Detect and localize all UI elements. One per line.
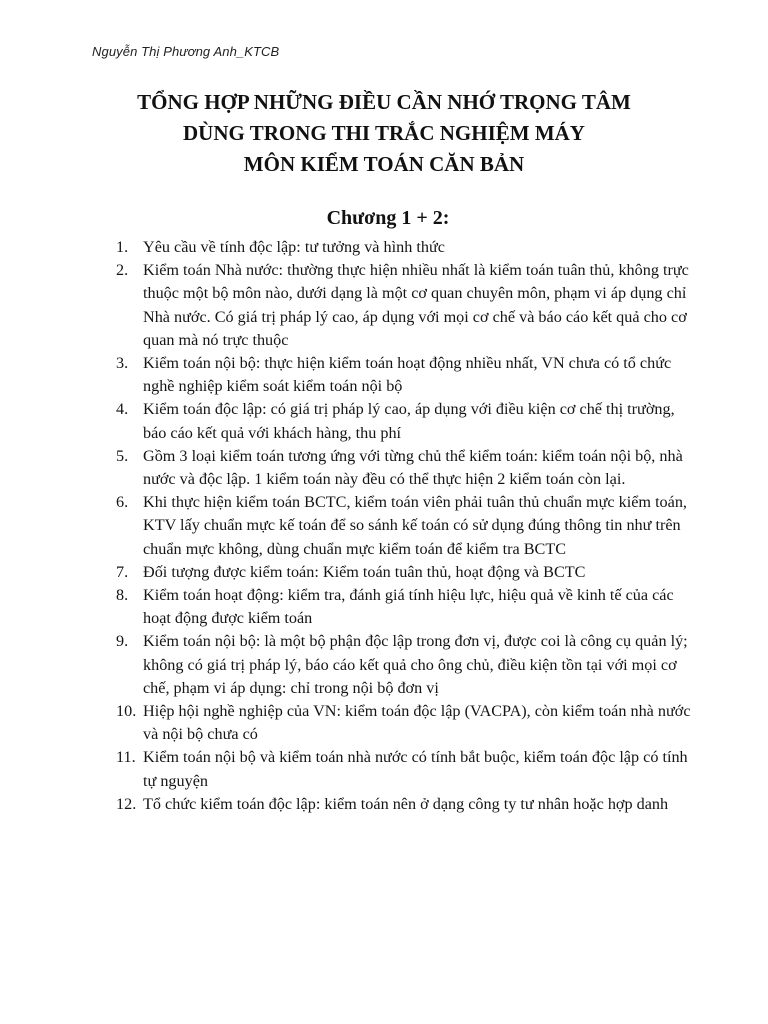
list-item xyxy=(116,746,696,792)
item-text: Kiểm toán nội bộ và kiểm toán nhà nước có tính bắt buộc, kiểm toán độc lập có tính tự nguyện xyxy=(143,748,688,790)
item-text: Kiểm toán Nhà nước: thường thực hiện nhiều nhất là kiểm toán tuân thủ, không trực thuộc một bộ môn nào, dưới dạng là một cơ quan chuyên môn, phạm vi áp dụng chỉ Nhà nước. Có giá trị pháp lý cao, áp dụng với mọi cơ chế và báo cáo kết quả cho cơ quan mà nó trực thuộc xyxy=(143,261,689,349)
title-line: TỔNG HỢP NHỮNG ĐIỀU CẦN NHỚ TRỌNG TÂM xyxy=(137,90,631,114)
item-text: Hiệp hội nghề nghiệp của VN: kiểm toán độc lập (VACPA), còn kiểm toán nhà nước và nội bộ chưa có xyxy=(143,702,691,744)
item-text: Khi thực hiện kiểm toán BCTC, kiểm toán viên phải tuân thủ chuẩn mực kiểm toán, KTV lấy chuẩn mực kế toán để so sánh kế toán có sử dụng đúng thông tin như trên chuẩn mực không, dùng chuẩn mực kiểm toán để kiểm tra BCTC xyxy=(143,493,687,558)
list-item xyxy=(116,236,696,259)
item-number: 8. xyxy=(116,586,129,605)
item-text: Yêu cầu về tính độc lập: tư tưởng và hình thức xyxy=(143,238,445,256)
list-item xyxy=(116,561,696,584)
item-number: 3. xyxy=(116,354,129,373)
title-line: MÔN KIỂM TOÁN CĂN BẢN xyxy=(243,152,525,176)
item-text: Tổ chức kiểm toán độc lập: kiểm toán nên ở dạng công ty tư nhân hoặc hợp danh xyxy=(143,794,669,813)
item-number: 12. xyxy=(116,794,137,813)
author-header: Nguyễn Thị Phương Anh_KTCB xyxy=(92,44,280,59)
item-text: Kiểm toán nội bộ: là một bộ phận độc lập trong đơn vị, được coi là công cụ quản lý; không có giá trị pháp lý, báo cáo kết quả cho ông chủ, điều kiện tồn tại với mọi cơ chế, phạm vi áp dụng: chỉ trong nội bộ đơn vị xyxy=(143,632,688,697)
item-number: 4. xyxy=(116,400,129,419)
item-number: 7. xyxy=(116,562,129,581)
list-item xyxy=(116,793,696,816)
item-number: 11. xyxy=(116,748,136,767)
item-number: 1. xyxy=(116,238,129,256)
list-item xyxy=(116,584,696,630)
notes-list xyxy=(116,236,696,816)
item-number: 6. xyxy=(116,493,129,512)
item-text: Gồm 3 loại kiểm toán tương ứng với từng chủ thể kiểm toán: kiểm toán nội bộ, nhà nước và độc lập. 1 kiểm toán này đều có thể thực hiện 2 kiểm toán còn lại. xyxy=(143,446,683,489)
item-number: 10. xyxy=(116,702,137,721)
item-number: 9. xyxy=(116,632,129,651)
list-item xyxy=(116,398,696,444)
title-line: DÙNG TRONG THI TRẮC NGHIỆM MÁY xyxy=(183,121,585,145)
document-title xyxy=(0,87,768,180)
item-number: 2. xyxy=(116,261,129,280)
list-item xyxy=(116,445,696,491)
list-item xyxy=(116,700,696,746)
list-item xyxy=(116,259,696,352)
item-text: Kiểm toán hoạt động: kiểm tra, đánh giá tính hiệu lực, hiệu quả về kinh tế của các hoạt động được kiểm toán xyxy=(143,586,674,628)
chapter-heading: Chương 1 + 2: xyxy=(326,207,450,229)
item-text: Đối tượng được kiểm toán: Kiểm toán tuân thủ, hoạt động và BCTC xyxy=(143,562,586,581)
list-item xyxy=(116,630,696,700)
item-number: 5. xyxy=(116,446,129,465)
item-text: Kiểm toán độc lập: có giá trị pháp lý cao, áp dụng với điều kiện cơ chế thị trường, báo cáo kết quả với khách hàng, thu phí xyxy=(143,400,675,442)
list-item xyxy=(116,491,696,561)
list-item xyxy=(116,352,696,398)
item-text: Kiểm toán nội bộ: thực hiện kiểm toán hoạt động nhiều nhất, VN chưa có tổ chức nghề nghiệp kiểm soát kiểm toán nội bộ xyxy=(143,354,672,396)
